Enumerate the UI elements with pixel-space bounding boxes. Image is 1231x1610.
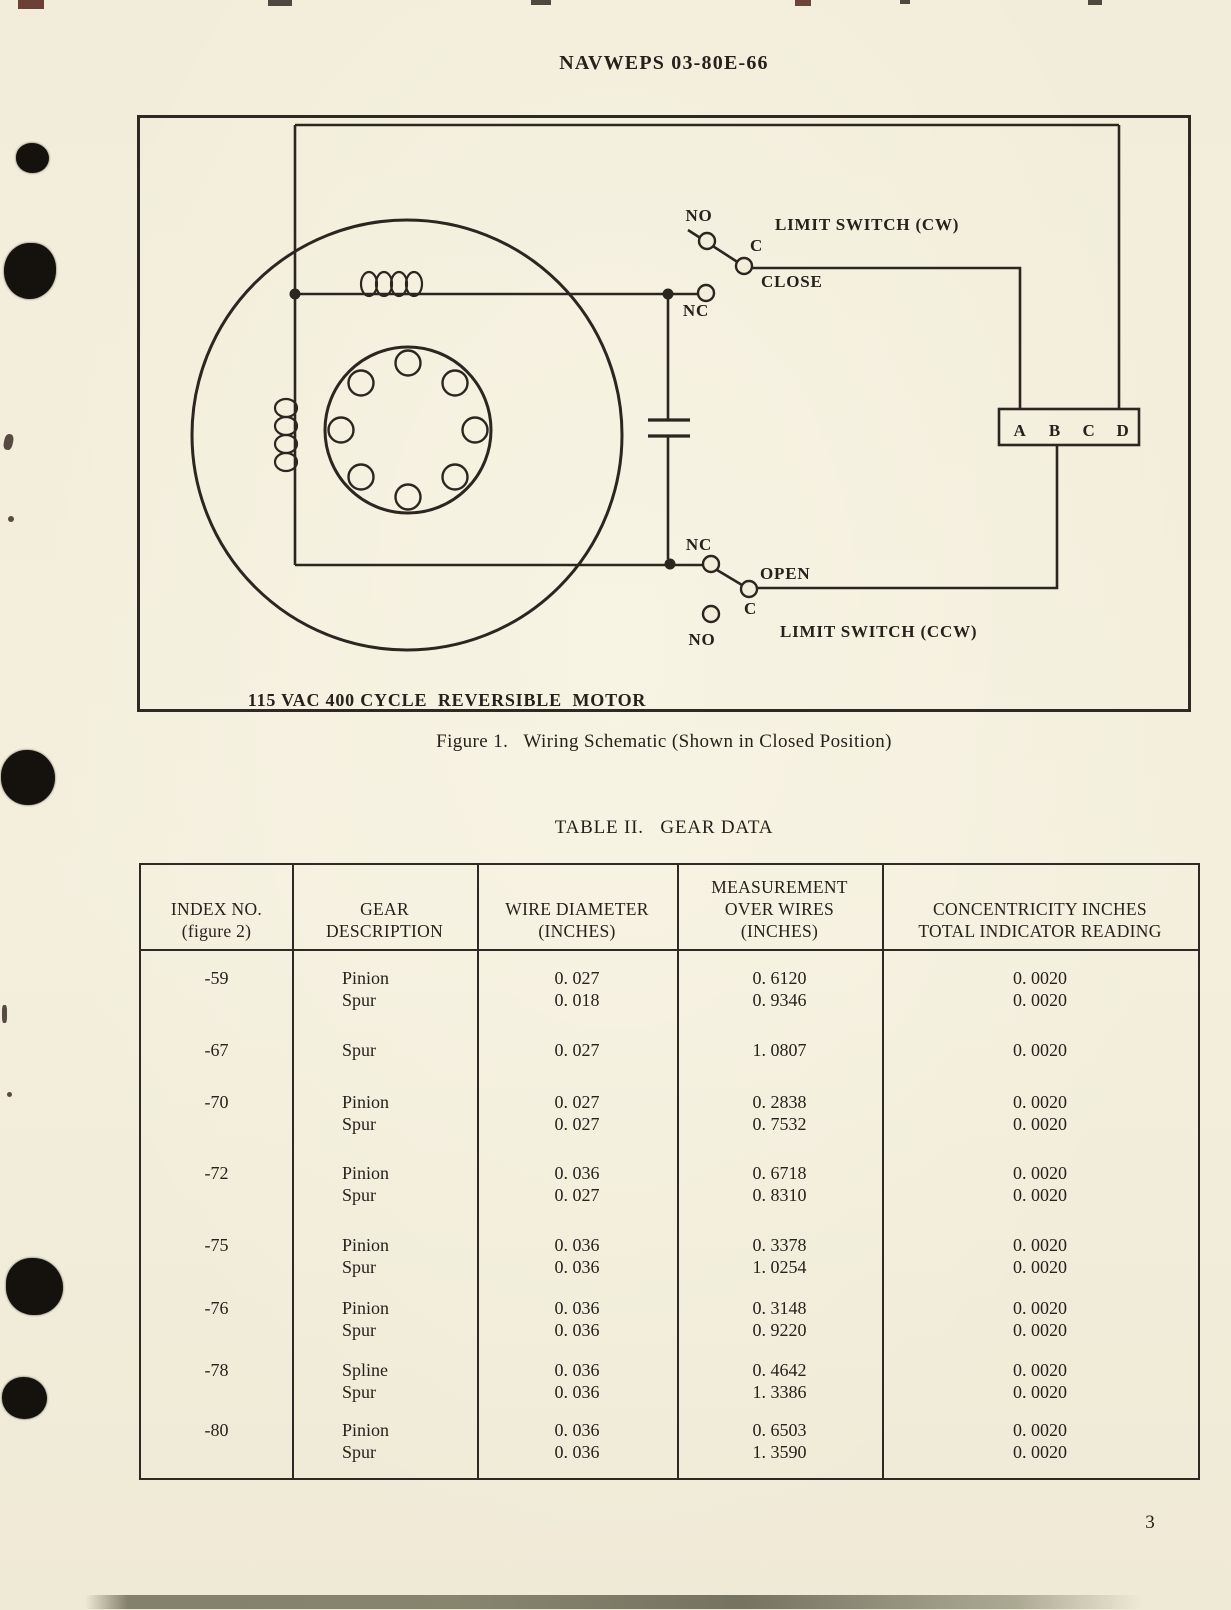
rotor-holes — [329, 351, 488, 510]
header-wire-diameter: WIRE DIAMETER (INCHES) — [505, 899, 649, 941]
no-top-label: NO — [685, 206, 713, 225]
ink-blob — [1, 750, 55, 805]
c-bottom-label: C — [744, 599, 758, 618]
document-header: NAVWEPS 03-80E-66 — [559, 52, 769, 74]
table-row-group: -80 Pinion 0. 036 0. 6503 0. 0020 Spur 0. 036 1. 3590 0. 0020 — [141, 1419, 1198, 1463]
terminal-d-label: D — [1116, 421, 1130, 440]
table-title: TABLE II. GEAR DATA — [554, 817, 774, 838]
motor-label: 115 VAC 400 CYCLE REVERSIBLE MOTOR — [247, 690, 647, 710]
table-row-group: -70 Pinion 0. 027 0. 2838 0. 0020 Spur 0. 027 0. 7532 0. 0020 — [141, 1091, 1198, 1135]
table-header-row — [141, 865, 1198, 949]
header-divider — [141, 949, 1198, 951]
ink-blob — [2, 1377, 47, 1419]
limit-switch-ccw-label: LIMIT SWITCH (CCW) — [780, 622, 978, 641]
cw-nc-contact — [698, 285, 714, 301]
index-cell: -67 — [204, 1040, 229, 1060]
ccw-nc-contact — [703, 556, 719, 572]
index-cell: -75 — [204, 1235, 229, 1255]
figure-caption: Figure 1. Wiring Schematic (Shown in Closed Position) — [436, 731, 892, 752]
index-cell: -76 — [204, 1298, 229, 1318]
table-row-group: -67 Spur 0. 027 1. 0807 0. 0020 — [141, 1039, 1198, 1061]
c-top-label: C — [750, 236, 764, 255]
index-cell: -59 — [204, 968, 229, 988]
scan-shadow-band — [85, 1595, 1143, 1609]
table-row-group: -75 Pinion 0. 036 0. 3378 0. 0020 Spur 0. 036 1. 0254 0. 0020 — [141, 1234, 1198, 1278]
table-row-group: -59 Pinion 0. 027 0. 6120 0. 0020 Spur 0. 018 0. 9346 0. 0020 — [141, 967, 1198, 1011]
table-row-group: -72 Pinion 0. 036 0. 6718 0. 0020 Spur 0. 027 0. 8310 0. 0020 — [141, 1162, 1198, 1206]
edge-mark — [18, 0, 44, 9]
header-concentricity: CONCENTRICITY INCHES TOTAL INDICATOR READING — [918, 899, 1162, 941]
junction-dots — [290, 289, 676, 570]
page-number: 3 — [1145, 1512, 1155, 1533]
ccw-switch-arm — [717, 570, 742, 585]
limit-switch-cw-label: LIMIT SWITCH (CW) — [775, 215, 960, 234]
edge-mark — [268, 0, 292, 6]
index-cell: -80 — [204, 1420, 229, 1440]
wiring-schematic — [139, 117, 1193, 714]
stray-mark — [2, 1005, 7, 1023]
cw-no-contact — [699, 233, 715, 249]
index-cell: -70 — [204, 1092, 229, 1112]
header-gear-description: GEAR DESCRIPTION — [325, 899, 444, 941]
header-index-no: INDEX NO. (figure 2) — [170, 899, 263, 941]
stray-mark — [8, 516, 14, 522]
open-label: OPEN — [760, 564, 811, 583]
switch-contacts — [698, 233, 757, 622]
index-cell: -72 — [204, 1163, 229, 1183]
edge-mark — [531, 0, 551, 5]
schematic-labels — [248, 206, 1130, 710]
stray-mark — [2, 433, 14, 451]
edge-mark — [1088, 0, 1102, 5]
no-bottom-label: NO — [688, 630, 716, 649]
ink-blob — [6, 1258, 63, 1315]
edge-mark — [900, 0, 910, 4]
table-row-group: -78 Spline 0. 036 0. 4642 0. 0020 Spur 0. 036 1. 3386 0. 0020 — [141, 1359, 1198, 1403]
ink-blob — [16, 143, 49, 173]
terminal-a-label: A — [1013, 421, 1027, 440]
top-inductor-coil — [361, 272, 422, 296]
ink-blob — [4, 243, 56, 299]
stray-mark — [7, 1092, 12, 1097]
cw-c-contact — [736, 258, 752, 274]
header-measurement-over-wires: MEASUREMENT OVER WIRES (INCHES) — [711, 877, 848, 941]
close-label: CLOSE — [761, 272, 823, 291]
edge-mark — [795, 0, 811, 6]
terminal-b-label: B — [1048, 421, 1062, 440]
index-cell: -78 — [204, 1360, 229, 1380]
gear-data-table — [139, 863, 1200, 1480]
table-row-group: -76 Pinion 0. 036 0. 3148 0. 0020 Spur 0. 036 0. 9220 0. 0020 — [141, 1297, 1198, 1341]
motor-rotor-circle — [325, 347, 491, 513]
terminal-c-label: C — [1082, 421, 1096, 440]
capacitor — [648, 420, 690, 436]
ccw-no-contact — [703, 606, 719, 622]
nc-top-label: NC — [682, 301, 710, 320]
ccw-c-contact — [741, 581, 757, 597]
figure-box — [137, 115, 1191, 712]
nc-bottom-label: NC — [685, 535, 713, 554]
